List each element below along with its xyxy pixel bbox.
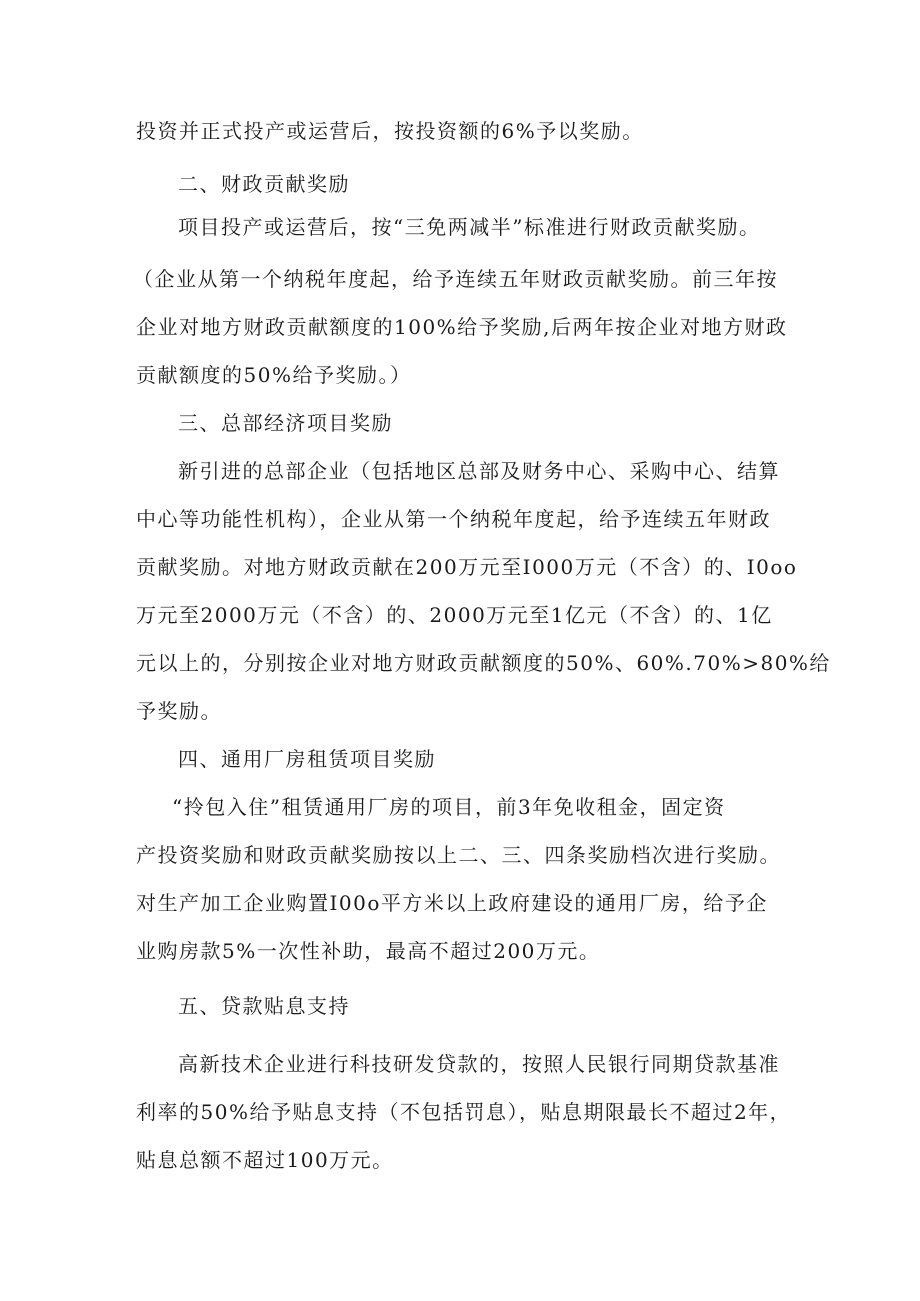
text-line: 予奖励。 xyxy=(136,699,222,723)
text-line: “拎包入住”租赁通用厂房的项目，前3年免收租金，固定资 xyxy=(172,795,726,819)
section-heading: 三、总部经济项目奖励 xyxy=(178,411,393,435)
section-heading: 四、通用厂房租赁项目奖励 xyxy=(178,747,436,771)
text-line: （企业从第一个纳税年度起，给予连续五年财政贡献奖励。前三年按 xyxy=(133,267,778,291)
text-line: 元以上的，分别按企业对地方财政贡献额度的50%、60%.70%>80%给 xyxy=(136,651,831,675)
section-heading: 五、贷款贴息支持 xyxy=(178,994,350,1018)
text-line: 对生产加工企业购置I00o平方米以上政府建设的通用厂房，给予企 xyxy=(136,891,768,915)
text-line: 利率的50%给予贴息支持（不包括罚息），贴息期限最长不超过2年， xyxy=(136,1100,792,1124)
text-line: 万元至2000万元（不含）的、2000万元至1亿元（不含）的、1亿 xyxy=(136,603,773,627)
text-line: 项目投产或运营后，按“三免两减半”标准进行财政贡献奖励。 xyxy=(178,215,761,239)
text-line: 新引进的总部企业（包括地区总部及财务中心、采购中心、结算 xyxy=(178,459,780,483)
text-line: 投资并正式投产或运营后，按投资额的6%予以奖励。 xyxy=(136,119,644,143)
text-line: 业购房款5%一次性补助，最高不超过200万元。 xyxy=(136,939,601,963)
text-line: 贡献额度的50%给予奖励。） xyxy=(136,363,412,387)
text-line: 中心等功能性机构），企业从第一个纳税年度起，给予连续五年财政 xyxy=(136,507,771,531)
text-line: 企业对地方财政贡献额度的100%给予奖励,后两年按企业对地方财政 xyxy=(136,315,788,339)
text-line: 贡献奖励。对地方财政贡献在200万元至I000万元（不含）的、I0oo xyxy=(136,555,798,579)
text-line: 贴息总额不超过100万元。 xyxy=(136,1148,394,1172)
text-line: 产投资奖励和财政贡献奖励按以上二、三、四条奖励档次进行奖励。 xyxy=(136,843,781,867)
section-heading: 二、财政贡献奖励 xyxy=(178,172,350,196)
text-line: 高新技术企业进行科技研发贷款的，按照人民银行同期贷款基准 xyxy=(178,1052,780,1076)
